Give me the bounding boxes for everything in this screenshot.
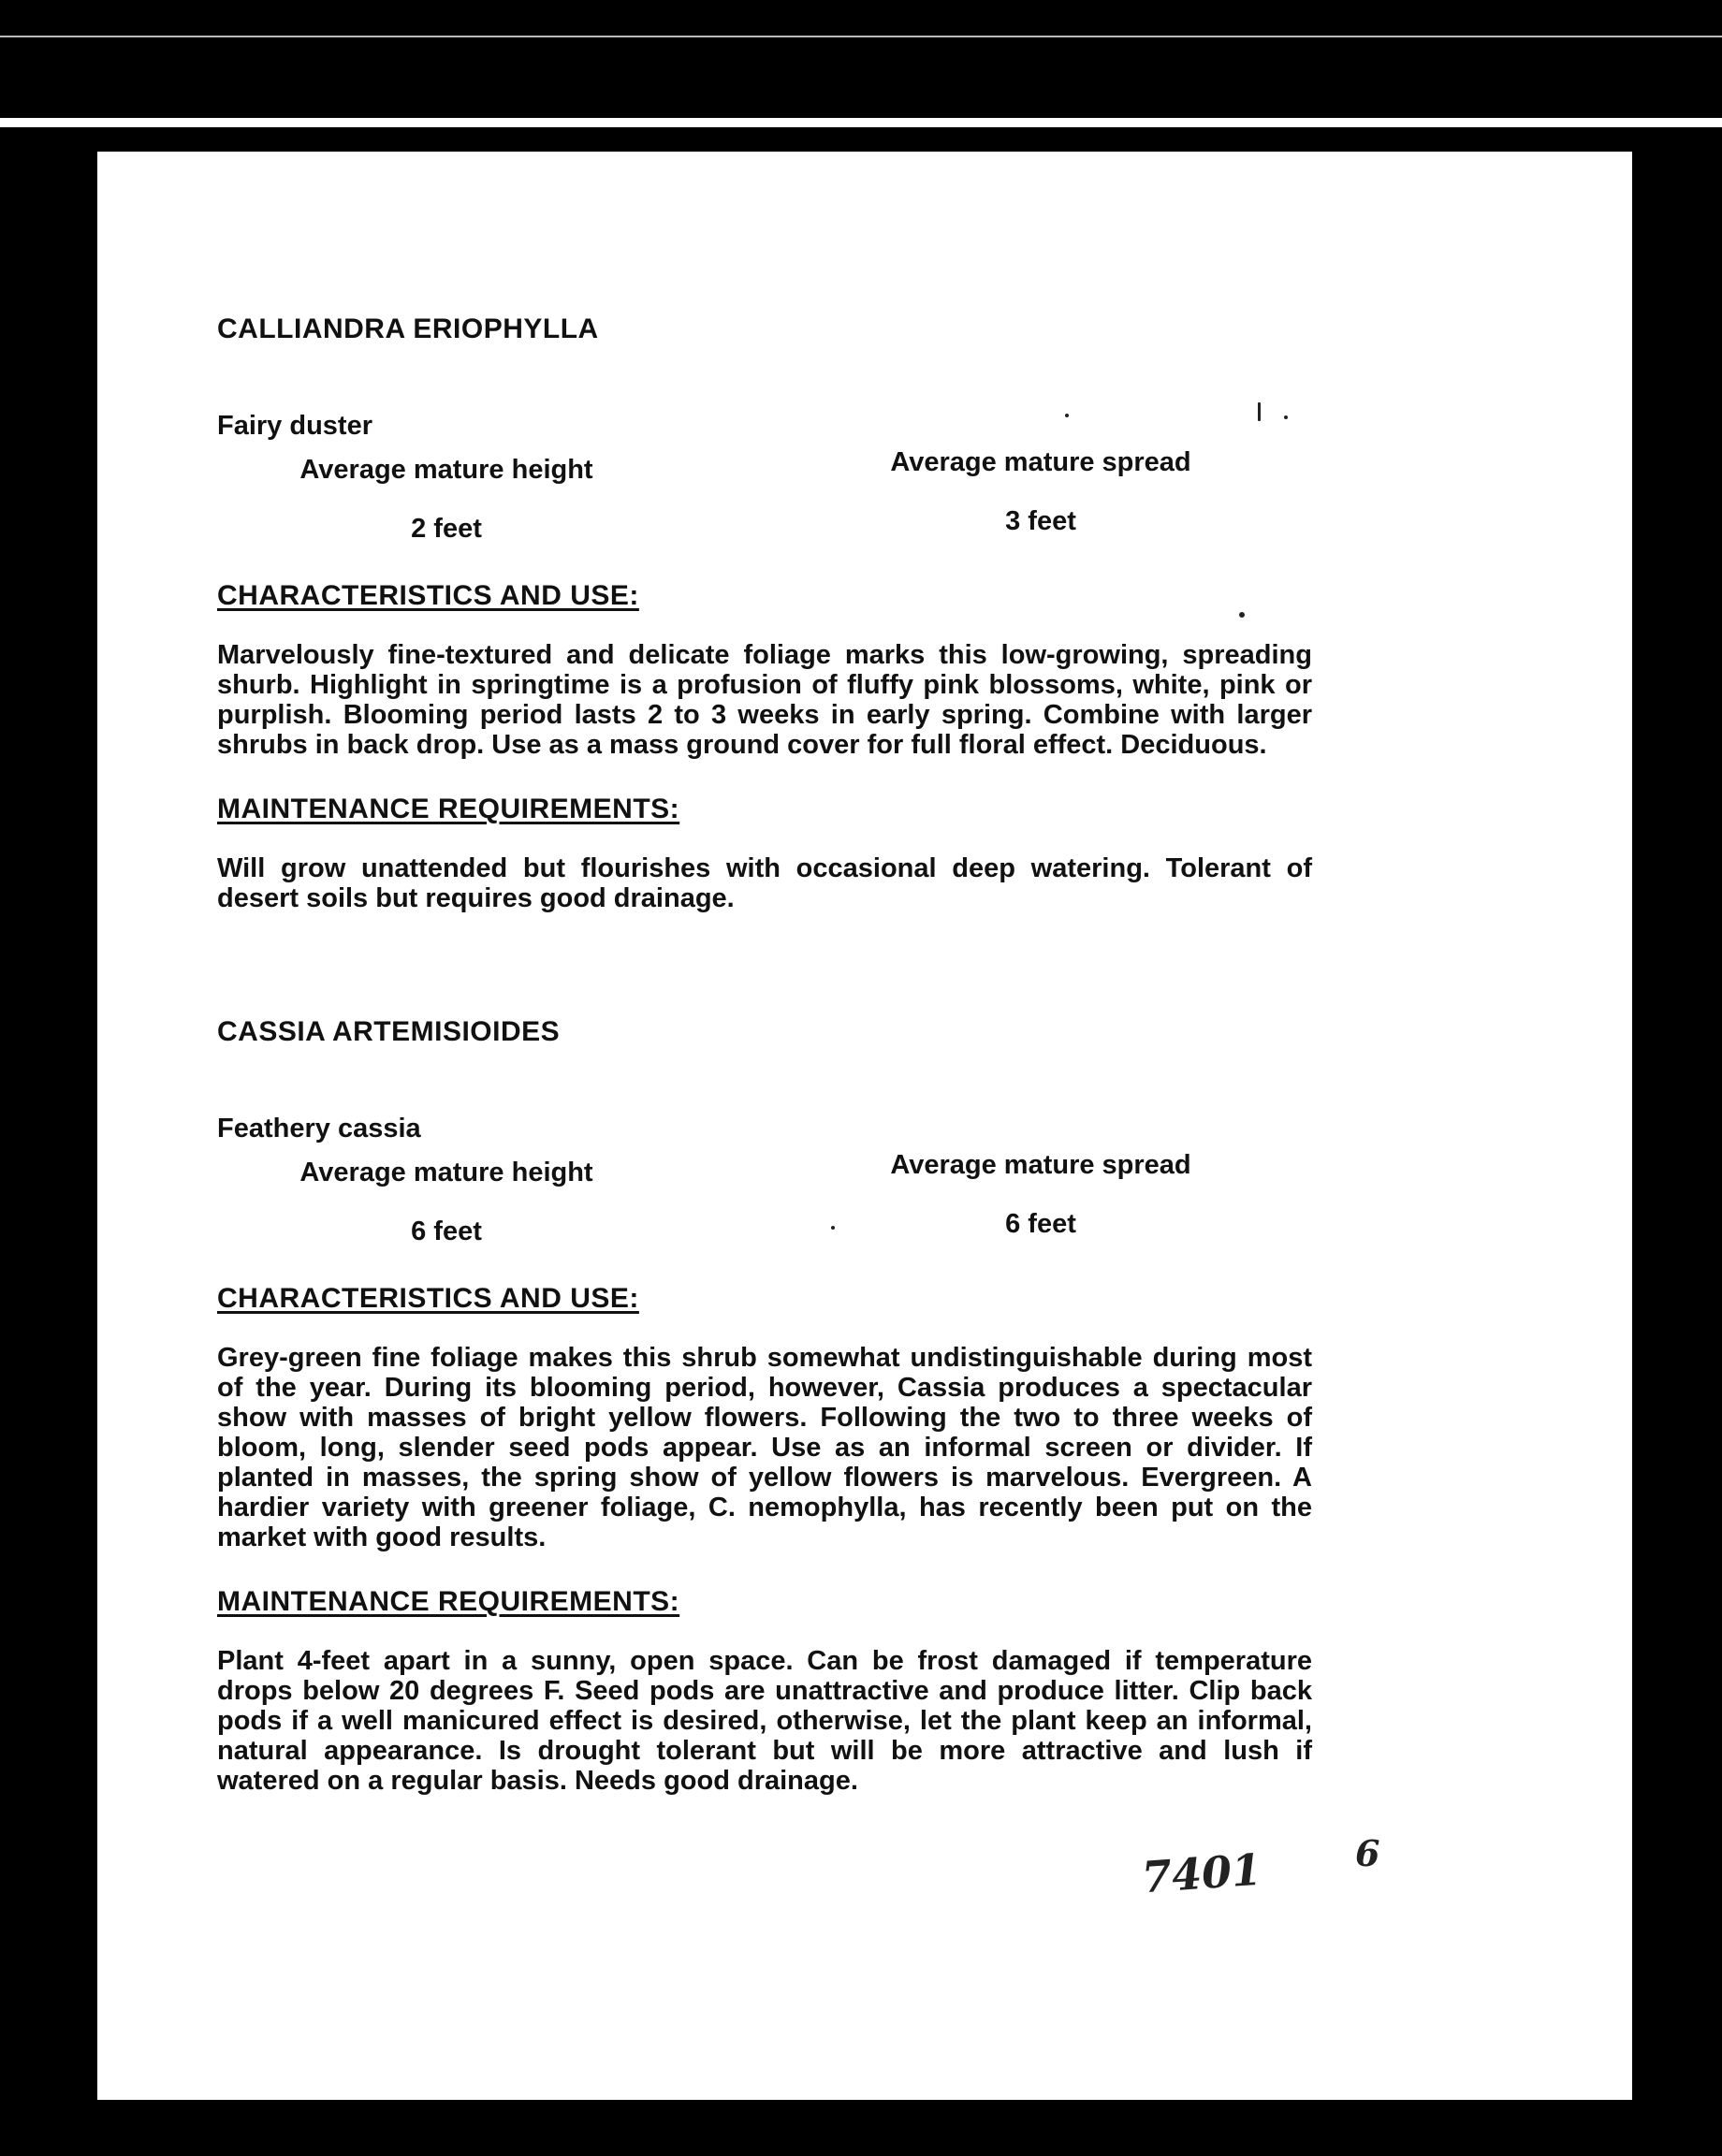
height-label: Average mature height xyxy=(299,1158,593,1187)
document-body xyxy=(217,164,1424,1796)
dimensions-row xyxy=(217,447,1424,567)
spread-value: 3 feet xyxy=(1005,506,1076,536)
species-title: CASSIA ARTEMISIOIDES xyxy=(217,1016,561,1047)
spread-label: Average mature spread xyxy=(890,447,1191,477)
dimensions-row xyxy=(217,1150,1424,1270)
species-title: CALLIANDRA ERIOPHYLLA xyxy=(217,313,599,344)
maintenance-heading: MAINTENANCE REQUIREMENTS: xyxy=(217,794,680,824)
handwritten-document-number: 7401 xyxy=(1140,1843,1263,1903)
common-name: Fairy duster xyxy=(217,411,372,441)
maintenance-text: Plant 4-feet apart in a sunny, open space. Can be frost damaged if temperature drops below 20 degrees F. Seed pods are unattractive and produce litter. Clip back pods if a well manicured effect is desired, otherwise, let the plant keep an informal, natural appearance. Is drought tolerant but will be more attractive and lush if watered on a regular basis. Needs good drainage. xyxy=(217,1646,1312,1796)
height-value: 6 feet xyxy=(411,1216,482,1246)
maintenance-heading: MAINTENANCE REQUIREMENTS: xyxy=(217,1586,680,1617)
spread-value: 6 feet xyxy=(1005,1209,1076,1239)
scan-border-line xyxy=(0,36,1722,37)
height-column xyxy=(292,1158,601,1247)
plant-entry-calliandra xyxy=(217,313,1424,913)
spread-column xyxy=(882,447,1200,537)
characteristics-heading: CHARACTERISTICS AND USE: xyxy=(217,580,639,611)
height-column xyxy=(292,455,601,545)
common-name: Feathery cassia xyxy=(217,1114,421,1144)
height-label: Average mature height xyxy=(299,455,593,485)
characteristics-text: Marvelously fine-textured and delicate foliage marks this low-growing, spreading shurb. Highlight in springtime is a profusion of fluffy pink blossoms, white, pink or purplish. Blooming period lasts 2 to 3 weeks in early spring. Combine with larger shrubs in back drop. Use as a mass ground cover for full floral effect. Deciduous. xyxy=(217,640,1312,760)
maintenance-text: Will grow unattended but flourishes with occasional deep watering. Tolerant of desert soils but requires good drainage. xyxy=(217,853,1312,913)
characteristics-heading: CHARACTERISTICS AND USE: xyxy=(217,1283,639,1314)
characteristics-text: Grey-green fine foliage makes this shrub somewhat undistinguishable during most of the year. During its blooming period, however, Cassia produces a spectacular show with masses of bright yellow flowers. Following the two to three weeks of bloom, long, slender seed pods appear. Use as an informal screen or divider. If planted in masses, the spring show of yellow flowers is marvelous. Evergreen. A hardier variety with greener foliage, C. nemophylla, has recently been put on the market with good results. xyxy=(217,1343,1312,1552)
handwritten-page-number: 6 xyxy=(1355,1832,1380,1874)
scan-top-rule xyxy=(0,118,1722,127)
spread-label: Average mature spread xyxy=(890,1150,1191,1180)
height-value: 2 feet xyxy=(411,514,482,544)
plant-entry-cassia xyxy=(217,1016,1424,1796)
spread-column xyxy=(882,1150,1200,1240)
